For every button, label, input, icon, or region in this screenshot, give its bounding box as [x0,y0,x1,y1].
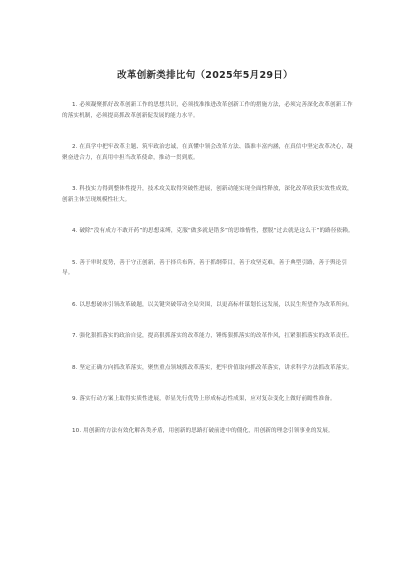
list-item: 5. 善于审时度势，善于守正创新，善于择兵布阵，善于抓纲带目，善于攻坚克难，善于典型引路，善于舆论引导。 [62,259,348,276]
list-item: 4. 破除“没有成方不敢开药”的思想束缚，克服“做多就是错多”的思维惰性，摆脱“过去就是这么干”的路径依赖。 [72,228,354,234]
list-item: 8. 坚定正确方向抓改革落实，聚焦重点领域抓改革落实，把牢价值取向抓改革落实，讲求科学方法抓改革落实。 [72,364,353,371]
list-item: 9. 落实行动方案上取得实质性进展，彰显先行优势上形成标志性成果，应对复杂变化上做好前瞻性准备。 [72,396,336,402]
list-item: 6. 以思想破冰引领改革破题，以关键突破带动全局突围，以更高标杆谋划长远发展，以民生所望作为改革所向。 [72,301,353,308]
list-item: 2. 在真学中把牢改革主题、筑牢政治忠诚，在真懂中领会改革方法、锚准丰富内涵，在真信中坚定改革决心，凝聚奋进合力，在真用中担当改革使命，推动一贯到底。 [62,144,353,161]
list-item: 7. 强化狠抓落实的政治自觉，提高狠抓落实的改革能力，锤炼狠抓落实的改革作风，扛紧狠抓落实的改革责任。 [72,333,353,339]
document-title: 改革创新类排比句（2025年5月29日） [117,70,293,81]
list-item: 10. 用创新的方法有效化解各类矛盾，用创新的思路打破前进中的僵化，用创新的理念引领事业的发展。 [72,427,334,434]
sentence-list [62,100,354,436]
list-item: 1. 必须凝聚抓好改革创新工作的思想共识，必须找准推进改革创新工作的措施方法，必须完善深化改革创新工作的落实机制，必须提高抓改革创新促发展的能力水平。 [62,102,353,119]
list-item: 3. 科技实力得到整体性提升，技术攻关取得突破性进展，创新动能实现全面性释放，深化改革收获实效性成效，创新主体呈现规模性壮大。 [62,186,353,203]
